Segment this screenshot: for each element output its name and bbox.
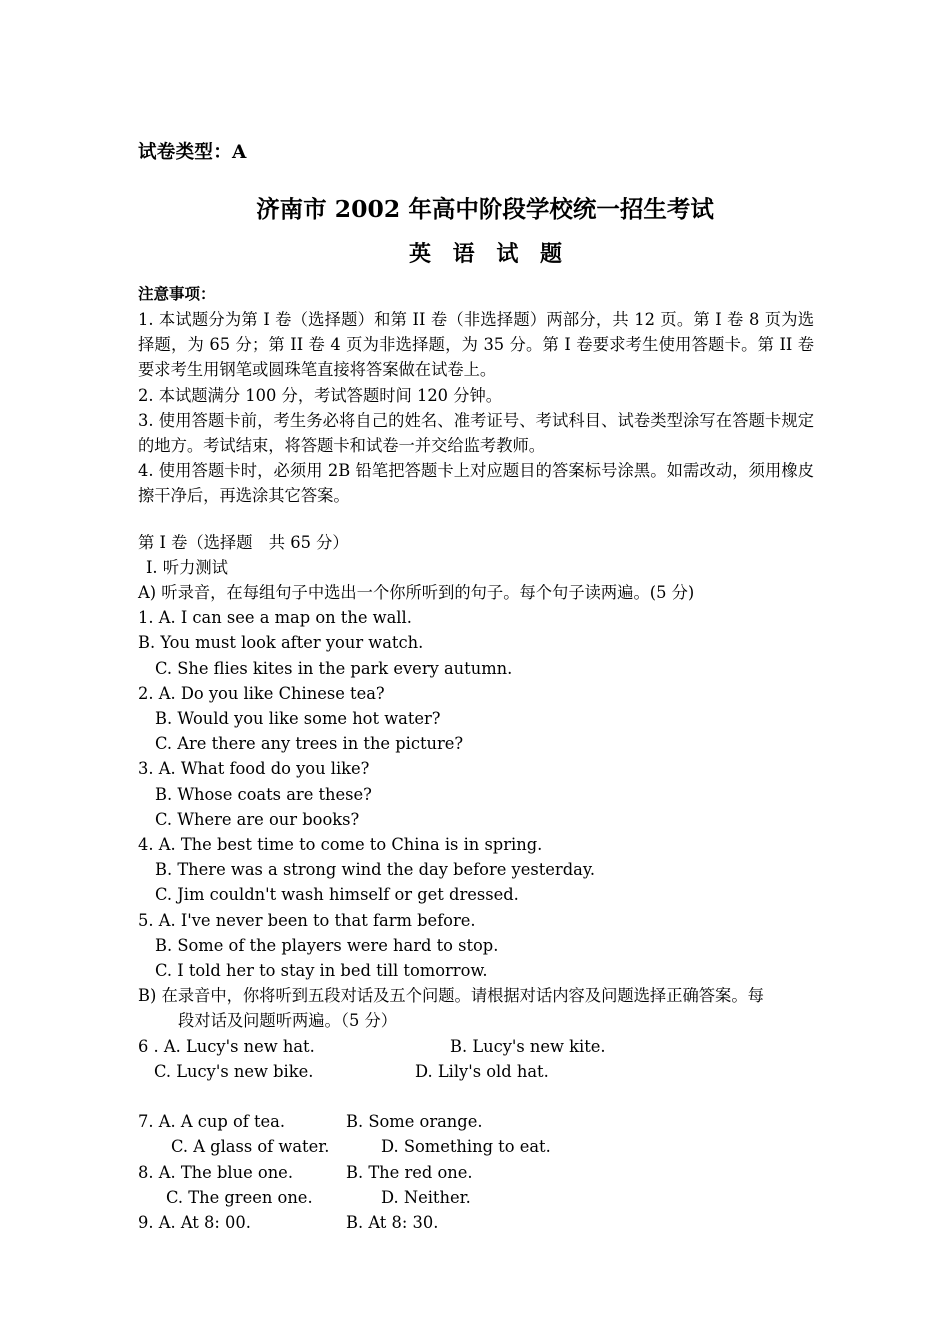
document-body: [138, 140, 814, 1235]
option-row: [138, 1109, 814, 1134]
option-line: B. Whose coats are these?: [155, 784, 372, 804]
option-line: 3. A. What food do you like?: [138, 759, 370, 779]
part-a-question-2: [138, 681, 814, 757]
part-a-instruction: A) 听录音，在每组句子中选出一个你所听到的句子。每个句子读两遍。(5 分): [138, 583, 695, 603]
option-line: B. Some of the players were hard to stop.: [155, 935, 499, 955]
option-row: [138, 1160, 814, 1185]
option-b: B. At 8: 30.: [346, 1213, 439, 1233]
option-line: B. There was a strong wind the day before yesterday.: [155, 860, 596, 880]
option-line: B. You must look after your watch.: [138, 633, 424, 653]
option-line: 1. A. I can see a map on the wall.: [138, 608, 412, 628]
part-b-question-6: [138, 1034, 814, 1084]
part-b-instruction: [138, 983, 814, 1033]
option-line: 5. A. I've never been to that farm before.: [138, 910, 476, 930]
option-line: C. She flies kites in the park every autumn.: [155, 658, 513, 678]
paper-type-label: 试卷类型：: [138, 142, 233, 163]
note-item: 4. 使用答题卡时，必须用 2B 铅笔把答题卡上对应题目的答案标号涂黑。如需改动，须用橡皮擦干净后，再选涂其它答案。: [138, 461, 814, 506]
option-line: C. Where are our books?: [155, 809, 360, 829]
page-subtitle: 英 语 试 题: [409, 241, 569, 267]
spacer: [138, 1084, 814, 1109]
note-item: 1. 本试题分为第 I 卷（选择题）和第 II 卷（非选择题）两部分，共 12 页。第 I 卷 8 页为选择题，为 65 分；第 II 卷 4 页为非选择题，为 35 分。第 I 卷要求考生使用答题卡。第 II 卷要求考生用钢笔或圆珠笔直接将答案做在试卷上。: [138, 310, 814, 380]
option-b: B. Some orange.: [346, 1112, 483, 1132]
option-row: [138, 1185, 814, 1210]
spacer: [138, 509, 814, 530]
section-listening-heading: I. 听力测试: [146, 557, 228, 577]
option-line: 4. A. The best time to come to China is in spring.: [138, 835, 543, 855]
page-title: 济南市 2002 年高中阶段学校统一招生考试: [256, 195, 714, 223]
part-a-question-1: [138, 605, 814, 681]
option-line: C. Are there any trees in the picture?: [155, 734, 464, 754]
part-b-question-7: [138, 1109, 814, 1159]
option-a: 6 . A. Lucy's new hat.: [138, 1036, 315, 1056]
option-b: B. Lucy's new kite.: [450, 1036, 606, 1056]
option-line: B. Would you like some hot water?: [155, 709, 441, 729]
option-row: [138, 1059, 814, 1084]
option-d: D. Something to eat.: [381, 1137, 551, 1157]
notes-heading: 注意事项：: [138, 285, 216, 303]
option-line: 2. A. Do you like Chinese tea?: [138, 683, 385, 703]
part-b-question-8: [138, 1160, 814, 1210]
option-line: C. Jim couldn't wash himself or get dressed.: [155, 885, 519, 905]
option-a: 7. A. A cup of tea.: [138, 1112, 286, 1132]
option-d: D. Lily's old hat.: [415, 1061, 549, 1081]
option-b: B. The red one.: [346, 1162, 473, 1182]
note-item: 2. 本试题满分 100 分，考试答题时间 120 分钟。: [138, 385, 503, 405]
option-d: D. Neither.: [381, 1187, 471, 1207]
notes-list: [138, 307, 814, 509]
option-a: 9. A. At 8: 00.: [138, 1213, 251, 1233]
section-volume-heading: 第 I 卷（选择题 共 65 分）: [138, 532, 349, 552]
paper-type-value: A: [232, 142, 247, 163]
part-a-question-5: [138, 908, 814, 984]
paper-type-line: [138, 140, 814, 166]
part-a-question-4: [138, 832, 814, 908]
option-a: 8. A. The blue one.: [138, 1162, 293, 1182]
option-c: C. The green one.: [166, 1187, 313, 1207]
option-row: [138, 1034, 814, 1059]
part-b-instruction-line2: 段对话及问题听两遍。（5 分）: [178, 1011, 398, 1031]
option-row: [138, 1210, 814, 1235]
part-b-question-9: [138, 1210, 814, 1235]
option-c: C. Lucy's new bike.: [154, 1061, 314, 1081]
note-item: 3. 使用答题卡前，考生务必将自己的姓名、准考证号、考试科目、试卷类型涂写在答题卡规定的地方。考试结束，将答题卡和试卷一并交给监考教师。: [138, 410, 814, 456]
option-row: [138, 1134, 814, 1159]
part-a-question-3: [138, 756, 814, 832]
option-c: C. A glass of water.: [171, 1137, 330, 1157]
option-line: C. I told her to stay in bed till tomorrow.: [155, 961, 488, 981]
part-b-instruction-line1: B) 在录音中，你将听到五段对话及五个问题。请根据对话内容及问题选择正确答案。每: [138, 986, 764, 1006]
